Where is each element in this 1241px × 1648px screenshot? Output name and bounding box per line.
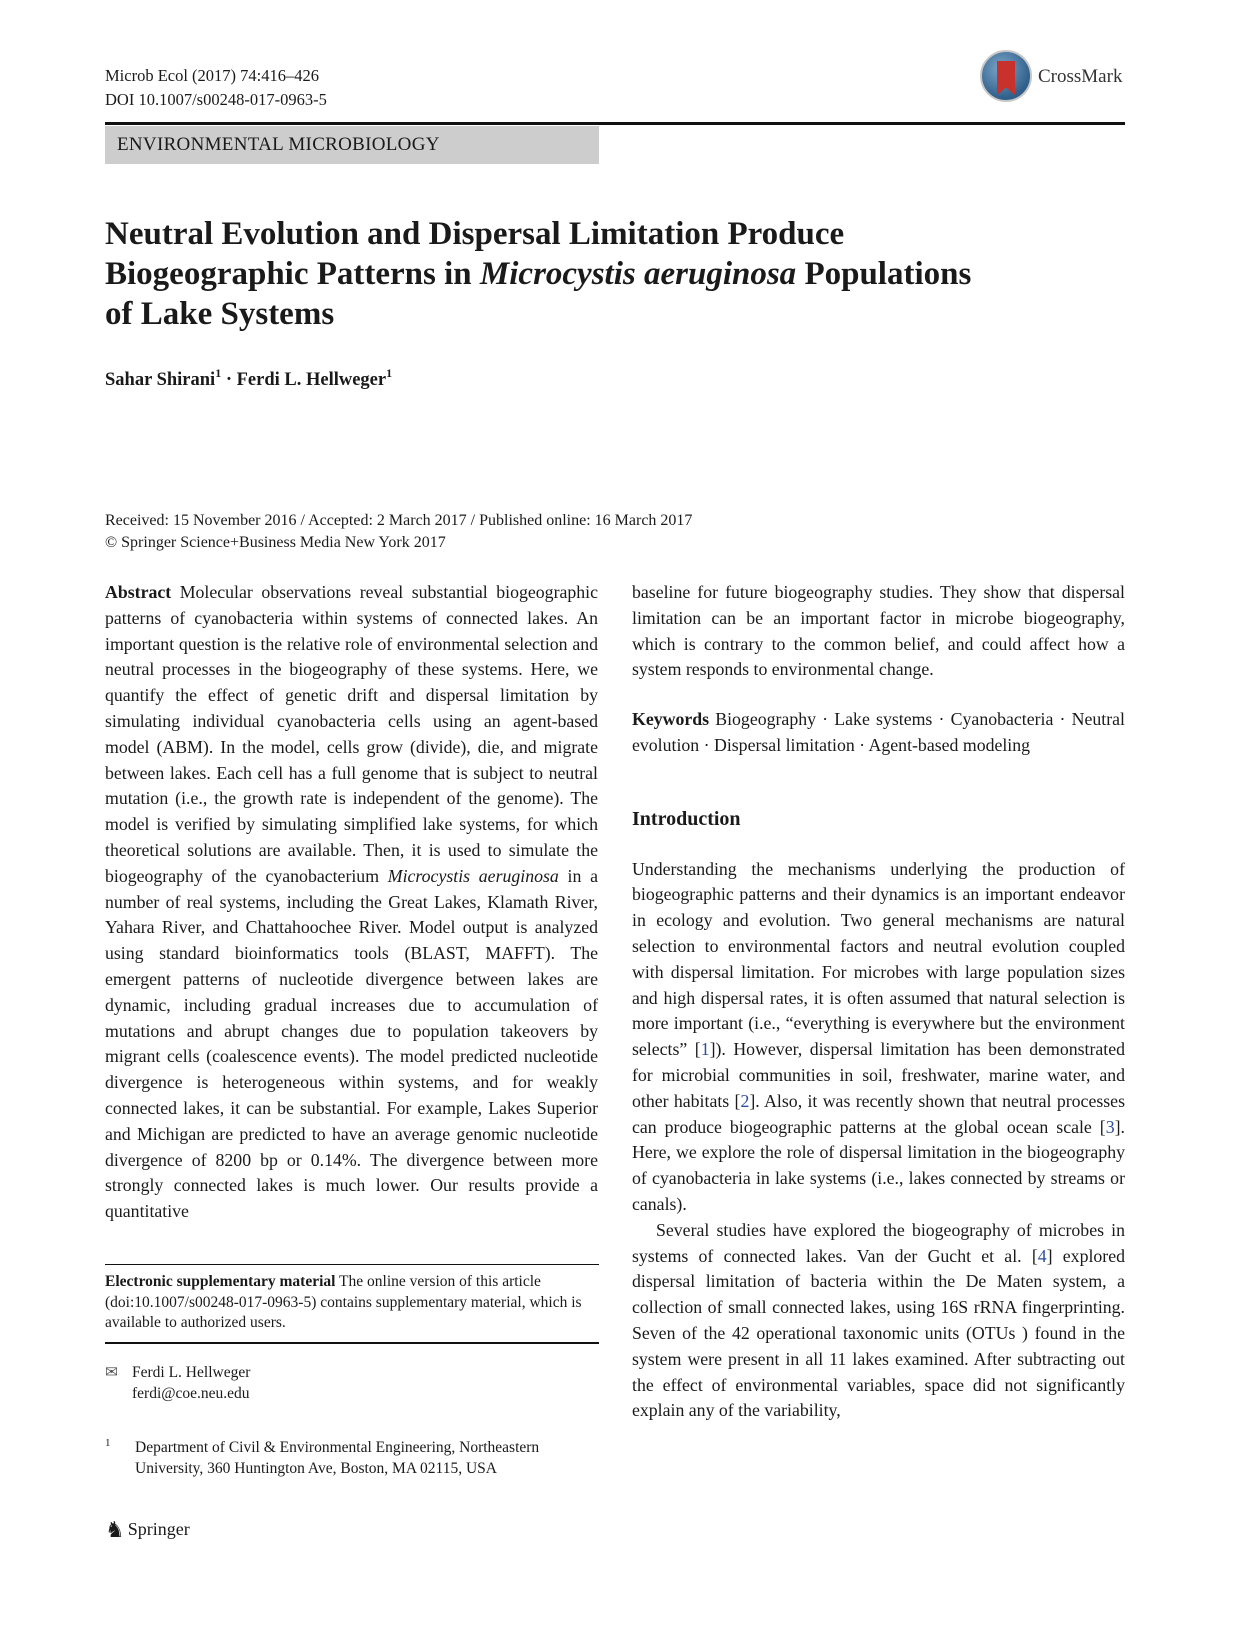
keywords-label: Keywords	[632, 709, 710, 730]
citation-link[interactable]: 3	[1105, 1116, 1115, 1137]
crossmark-badge[interactable]	[980, 50, 1123, 110]
paragraph: Several studies have explored the biogeography of microbes in systems of connected lakes. Van der Gucht et al. [4] explored dispersal limitation of bacteria within the De Maten system, a collection of small connected lakes, using 16S rRNA fingerprinting. Seven of the 42 operational taxonomic units (OTUs ) found in the system were present in all 11 lakes examined. After subtracting out the effect of environmental variables, space did not significantly explain any of the variability,	[632, 1219, 1125, 1421]
supplementary-text: The online version of this article (doi:10.1007/s00248-017-0963-5) contains supplementary material, which is available to authorized users.	[105, 1273, 582, 1331]
abstract-text: in a number of real systems, including the Great Lakes, Klamath River, Yahara River, and Chattahoochee River. Model output is analyzed using standard bioinformatics tools (BLAST, MAFFT). The emergent patterns of nucleotide divergence between lakes are dynamic, including gradual increases due to accumulation of mutations and abrupt changes due to population takeovers by migrant cells (coalescence events). The model predicted nucleotide divergence is heterogeneous within systems, and for weakly connected lakes, it can be substantial. For example, Lakes Superior and Michigan are predicted to have an average genomic nucleotide divergence of 8200 bp or 0.14%. The divergence between more strongly connected lakes is much lower. Our results provide a quantitative	[105, 865, 598, 1222]
article-title	[105, 214, 1065, 334]
section-label: ENVIRONMENTAL MICROBIOLOGY	[105, 126, 599, 164]
journal-header	[105, 64, 327, 112]
doi[interactable]: DOI 10.1007/s00248-017-0963-5	[105, 90, 327, 109]
supplementary-label: Electronic supplementary material	[105, 1273, 336, 1290]
author-affiliation-marker: 1	[215, 366, 222, 380]
title-line-2: Biogeographic Patterns in Microcystis aeruginosa Populations	[105, 256, 972, 292]
right-column	[632, 580, 1125, 1424]
supplementary-note	[105, 1272, 599, 1334]
author-separator: ·	[221, 370, 237, 390]
journal-citation: Microb Ecol (2017) 74:416–426	[105, 66, 320, 85]
title-line-1: Neutral Evolution and Dispersal Limitation Produce	[105, 216, 845, 252]
citation-link[interactable]: 2	[740, 1090, 750, 1111]
section-heading: Introduction	[632, 807, 741, 830]
corresponding-author: Ferdi L. Hellweger	[132, 1364, 251, 1381]
envelope-icon: ✉	[105, 1364, 118, 1381]
affiliation-number: 1	[105, 1437, 111, 1449]
species-name: Microcystis aeruginosa	[387, 865, 559, 886]
abstract-label: Abstract	[105, 582, 172, 602]
affiliation-text: Department of Civil & Environmental Engineering, Northeastern University, 360 Huntington Ave, Boston, MA 02115, USA	[135, 1439, 540, 1477]
keywords-list: Biogeography · Lake systems · Cyanobacteria · Neutral evolution · Dispersal limitation · Agent-based modeling	[632, 709, 1125, 755]
publication-dates	[105, 510, 692, 554]
author-name[interactable]: Ferdi L. Hellweger	[236, 370, 387, 390]
history-dates: Received: 15 November 2016 / Accepted: 2 March 2017 / Published online: 16 March 2017	[105, 512, 693, 529]
citation-link[interactable]: 1	[700, 1039, 710, 1060]
keywords	[632, 707, 1125, 759]
author-name[interactable]: Sahar Shirani	[105, 370, 216, 390]
paragraph: Understanding the mechanisms underlying the production of biogeographic patterns and their dynamics is an important endeavor in ecology and evolution. Two general mechanisms are natural selection to environmental factors and neutral evolution coupled with dispersal limitation. For microbes with large population sizes and high dispersal rates, it is often assumed that natural selection is more important (i.e., “everything is everywhere but the environment selects” [1]). However, dispersal limitation has been demonstrated for microbial communities in soil, freshwater, marine water, and other habitats [2]. Also, it was recently shown that neutral processes can produce biogeographic patterns at the global ocean scale [3]. Here, we explore the role of dispersal limitation in the biogeography of cyanobacteria in lake systems (i.e., lakes connected by streams or canals).	[632, 858, 1125, 1214]
author-affiliation-marker: 1	[386, 366, 393, 380]
footnote-rule	[105, 1264, 599, 1265]
copyright: © Springer Science+Business Media New York 2017	[105, 534, 446, 551]
correspondence	[105, 1362, 599, 1404]
springer-horse-icon: ♞	[105, 1517, 125, 1542]
abstract	[105, 580, 598, 1225]
publisher-name: Springer	[127, 1519, 190, 1539]
title-line-3: of Lake Systems	[105, 296, 335, 332]
author-list	[105, 366, 392, 391]
crossmark-label: CrossMark	[1038, 66, 1123, 87]
author-email[interactable]: ferdi@coe.neu.edu	[132, 1385, 250, 1402]
header-rule	[105, 122, 1125, 125]
footnote-rule	[105, 1342, 599, 1344]
publisher-footer	[105, 1517, 190, 1543]
abstract-continuation: baseline for future biogeography studies. They show that dispersal limitation can be an important factor in microbe biogeography, which is contrary to the common belief, and could affect how a system responds to environmental change.	[632, 582, 1125, 680]
citation-link[interactable]: 4	[1037, 1245, 1047, 1266]
abstract-text: Molecular observations reveal substantial biogeographic patterns of cyanobacteria within systems of connected lakes. An important question is the relative role of environmental selection and neutral processes in the biogeography of these systems. Here, we quantify the effect of genetic drift and dispersal limitation by simulating individual cyanobacteria cells using an agent-based model (ABM). In the model, cells grow (divide), die, and migrate between lakes. Each cell has a full genome that is subject to neutral mutation (i.e., the growth rate is independent of the genome). The model is verified by simulating simplified lake systems, for which theoretical solutions are available. Then, it is used to simulate the biogeography of the cyanobacterium	[105, 582, 598, 886]
